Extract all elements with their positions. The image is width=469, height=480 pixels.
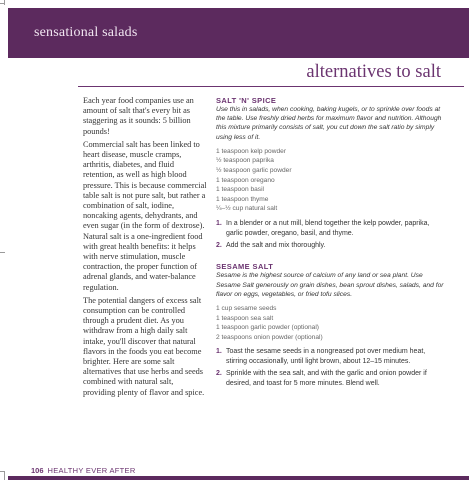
ingredient-list — [216, 147, 444, 214]
step — [216, 369, 444, 389]
crop-mark — [4, 0, 5, 5]
body-paragraph: The potential dangers of excess salt consumption can be controlled through a prudent diet. As you withdraw from a high daily salt intake, you'll discover that natural flavors in the foods you eat become brighter. Here are some salt alternatives that use herbs and seeds combined with natural salt, providing plenty of flavor and spice. — [83, 295, 205, 397]
recipe-description: Sesame is the highest source of calcium of any land or sea plant. Use Sesame Salt generously on grain dishes, bean sprout dishes, salads, and for flavor on eggs, vegetables, or fried tofu slices. — [216, 272, 444, 298]
step-list — [216, 219, 444, 250]
recipes-column — [216, 96, 444, 401]
step-text: Toast the sesame seeds in a nongreased pot over medium heat, stirring occasionally, until light brown, about 12–15 minutes. — [226, 348, 426, 366]
step-number: 2. — [216, 369, 222, 377]
body-paragraph: Commercial salt has been linked to heart disease, muscle cramps, arthritis, diabetes, and fluid retention, as well as high blood pressure. This is because commercial table salt is not pure salt, but rather a combination of salt, iodine, noncaking agents, dehydrants, and even sugar (in the form of dextrose). Natural salt is a one-ingredient food with great health benefits: it helps with nerve stimulation, muscle contraction, the proper function of adrenal glands, and water-balance regulation. — [83, 139, 207, 292]
recipe-title: SALT 'N' SPICE — [216, 96, 277, 105]
step-list — [216, 347, 444, 388]
recipe-sesame-salt — [216, 262, 444, 388]
crop-mark — [0, 252, 5, 253]
ingredient: ½ teaspoon garlic powder — [216, 167, 292, 174]
step-number: 1. — [216, 219, 222, 227]
ingredient: ½ teaspoon paprika — [216, 157, 274, 165]
ingredient: 1 teaspoon oregano — [216, 176, 275, 184]
ingredient: 1 teaspoon basil — [216, 186, 265, 194]
step-text: In a blender or a nut mill, blend together the kelp powder, paprika, garlic powder, oregano, basil, and thyme. — [226, 219, 430, 237]
step-text: Sprinkle with the sea salt, and with the garlic and onion powder if desired, and toast for 5 more minutes. Blend well. — [226, 369, 427, 387]
step-number: 1. — [216, 348, 222, 356]
ingredient: 1 cup sesame seeds — [216, 304, 277, 312]
step — [216, 219, 444, 239]
ingredient: 1 teaspoon kelp powder — [216, 147, 287, 155]
ingredient: 1 teaspoon sea salt — [216, 314, 274, 322]
title-rule — [78, 86, 464, 87]
step-text: Add the salt and mix thoroughly. — [226, 241, 326, 249]
ingredient: 1 teaspoon thyme — [216, 195, 269, 203]
body-paragraph: Each year food companies use an amount of salt that's every bit as staggering as it sounds: 5 billion pounds! — [83, 96, 194, 136]
recipe-description: Use this in salads, when cooking, baking kugels, or to sprinkle over foods at the table. Use freshly dried herbs for maximum flavor and nutrition. Although this mixture primarily consists of salt, you cut down the salt ratio by simply using less of it. — [216, 106, 442, 141]
book-title: HEALTHY EVER AFTER — [47, 466, 136, 475]
ingredient: 2 teaspoons onion powder (optional) — [216, 333, 323, 341]
step — [216, 347, 444, 367]
ingredient: ¼–½ cup natural salt — [216, 205, 278, 213]
page-number: 106 — [31, 466, 44, 475]
page-title: alternatives to salt — [306, 62, 441, 82]
step-number: 2. — [216, 241, 222, 249]
step — [216, 241, 444, 251]
body-column — [83, 96, 207, 401]
ingredient: 1 teaspoon garlic powder (optional) — [216, 324, 319, 332]
section-title: sensational salads — [34, 25, 138, 40]
crop-mark — [4, 472, 5, 480]
bottom-band — [8, 476, 469, 480]
recipe-salt-n-spice — [216, 96, 444, 250]
recipe-title: SESAME SALT — [216, 262, 274, 272]
header-band — [8, 8, 469, 58]
page-footer — [31, 466, 136, 475]
ingredient-list — [216, 304, 444, 342]
